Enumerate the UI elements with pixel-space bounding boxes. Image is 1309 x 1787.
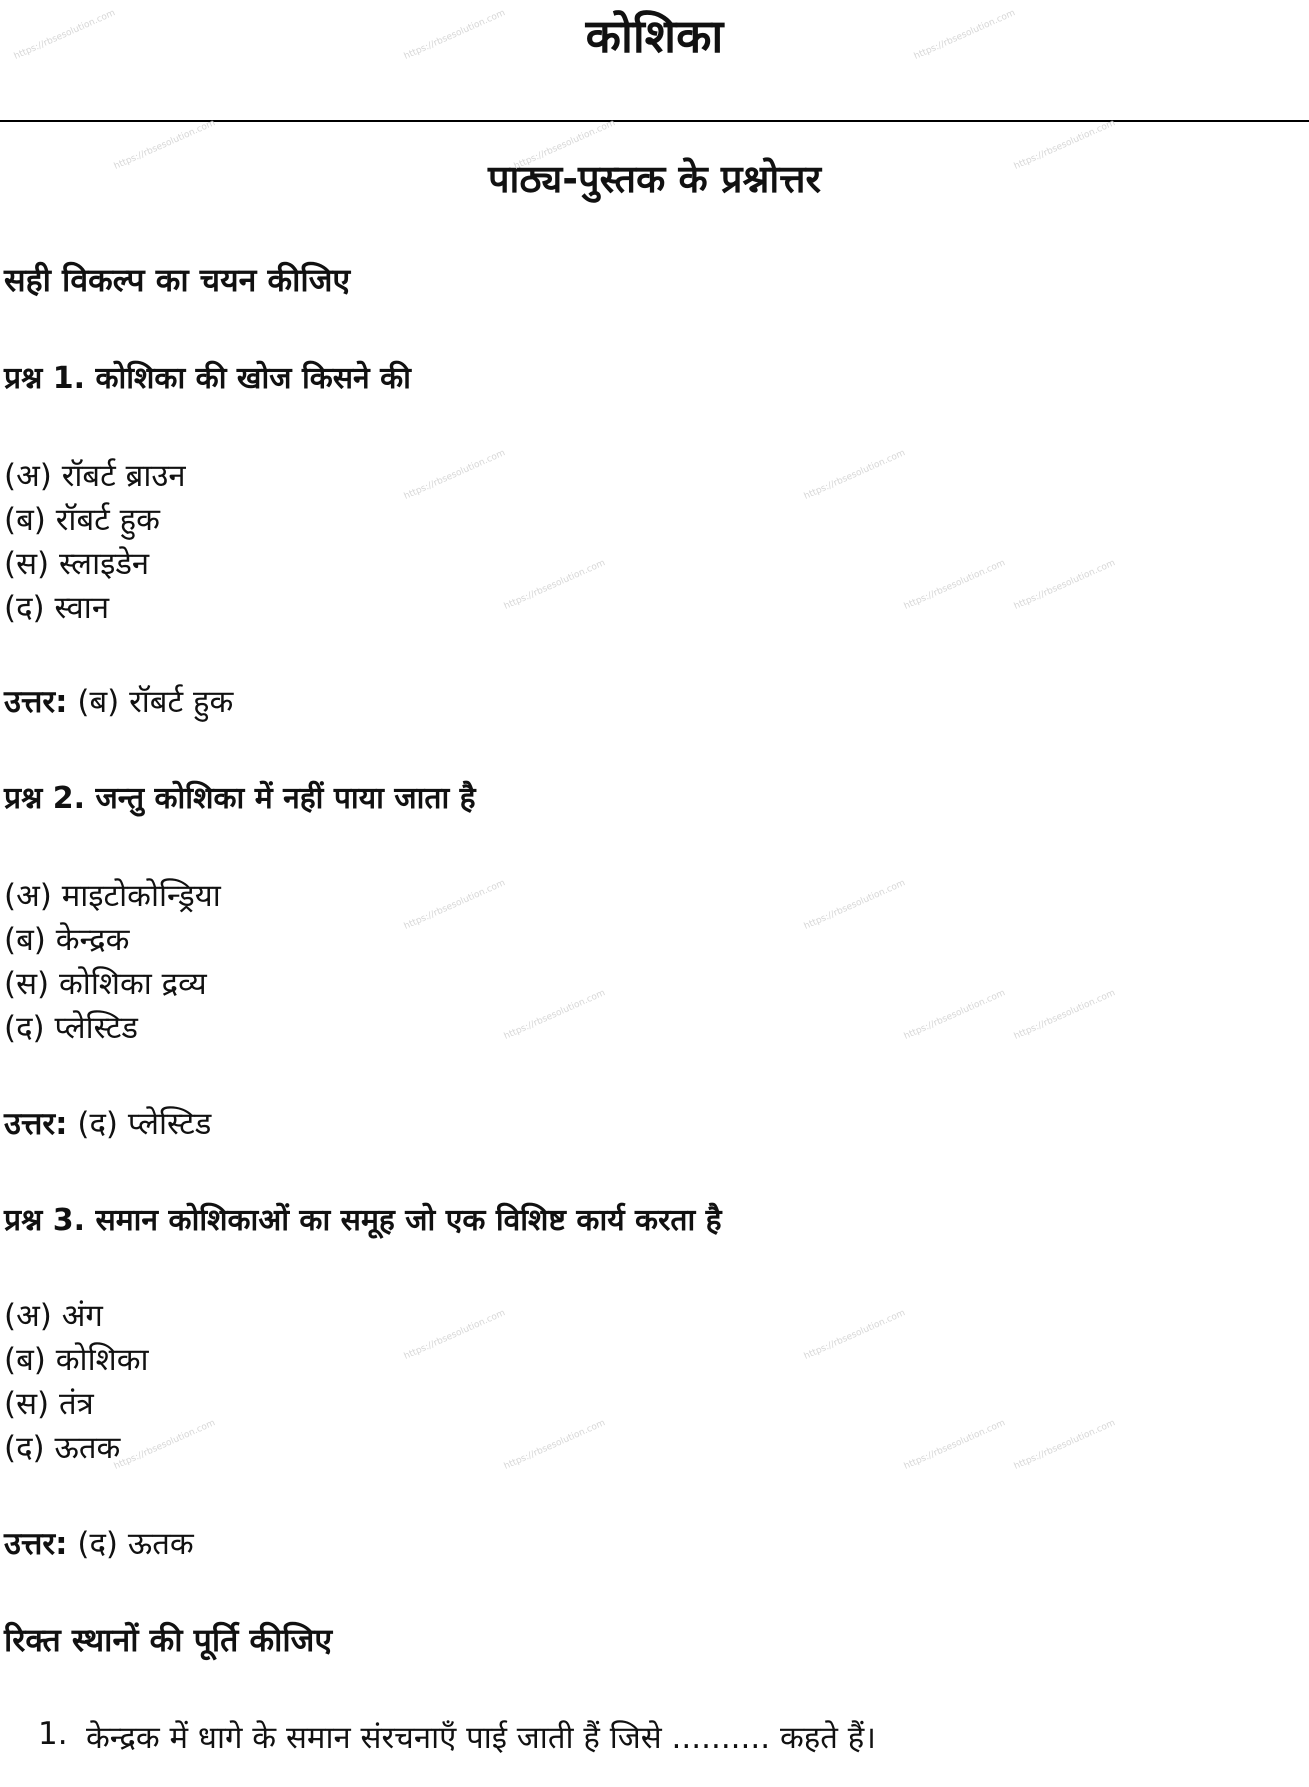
watermark: https://rbsesolution.com [402, 8, 507, 62]
watermark: https://rbsesolution.com [1012, 988, 1117, 1042]
q2-option-a: (अ) माइटोकोन्ड्रिया [4, 878, 221, 914]
question-1: प्रश्न 1. कोशिका की खोज किसने की [4, 361, 411, 396]
q1-option-d: (द) स्वान [4, 590, 110, 626]
watermark: https://rbsesolution.com [902, 988, 1007, 1042]
watermark: https://rbsesolution.com [12, 8, 117, 62]
q3-answer [4, 1522, 194, 1564]
watermark: https://rbsesolution.com [402, 1308, 507, 1362]
watermark: https://rbsesolution.com [502, 1418, 607, 1472]
q2-option-c: (स) कोशिका द्रव्य [4, 966, 207, 1002]
watermark: https://rbsesolution.com [1012, 118, 1117, 172]
watermark: https://rbsesolution.com [502, 988, 607, 1042]
fill-item-text: केन्द्रक में धागे के समान संरचनाएँ पाई जाती हैं जिसे .......... कहते हैं। [86, 1720, 876, 1756]
watermark: https://rbsesolution.com [512, 118, 617, 172]
q1-option-b: (ब) रॉबर्ट हुक [4, 502, 160, 538]
answer-label: उत्तर: [4, 1526, 68, 1562]
watermark: https://rbsesolution.com [902, 1418, 1007, 1472]
q1-option-a: (अ) रॉबर्ट ब्राउन [4, 458, 186, 494]
watermark: https://rbsesolution.com [802, 448, 907, 502]
q2-option-b: (ब) केन्द्रक [4, 922, 130, 958]
watermark: https://rbsesolution.com [902, 558, 1007, 612]
q1-option-c: (स) स्लाइडेन [4, 546, 150, 582]
watermark: https://rbsesolution.com [502, 558, 607, 612]
watermark: https://rbsesolution.com [402, 878, 507, 932]
watermark: https://rbsesolution.com [912, 8, 1017, 62]
q3-option-b: (ब) कोशिका [4, 1342, 149, 1378]
answer-label: उत्तर: [4, 1106, 68, 1142]
watermark: https://rbsesolution.com [802, 878, 907, 932]
watermark: https://rbsesolution.com [1012, 1418, 1117, 1472]
answer-text: (द) ऊतक [77, 1526, 194, 1562]
question-2: प्रश्न 2. जन्तु कोशिका में नहीं पाया जाता है [4, 781, 476, 816]
watermark: https://rbsesolution.com [1012, 558, 1117, 612]
section-heading-fill-blanks: रिक्त स्थानों की पूर्ति कीजिए [4, 1621, 333, 1659]
watermark: https://rbsesolution.com [112, 118, 217, 172]
question-3: प्रश्न 3. समान कोशिकाओं का समूह जो एक विशिष्ट कार्य करता है [4, 1203, 722, 1238]
q3-option-c: (स) तंत्र [4, 1386, 94, 1422]
page-subtitle: पाठ्य-पुस्तक के प्रश्नोत्तर [487, 157, 822, 201]
answer-text: (ब) रॉबर्ट हुक [77, 684, 234, 720]
watermark: https://rbsesolution.com [402, 448, 507, 502]
answer-label: उत्तर: [4, 684, 68, 720]
q3-option-a: (अ) अंग [4, 1298, 103, 1334]
fill-item-number: 1. [38, 1716, 68, 1752]
answer-text: (द) प्लेस्टिड [77, 1106, 212, 1142]
q3-option-d: (द) ऊतक [4, 1430, 121, 1466]
watermark: https://rbsesolution.com [802, 1308, 907, 1362]
section-heading-mcq: सही विकल्प का चयन कीजिए [4, 261, 351, 299]
q2-option-d: (द) प्लेस्टिड [4, 1010, 138, 1046]
page-title: कोशिका [585, 9, 724, 63]
q1-answer [4, 680, 233, 722]
watermark: https://rbsesolution.com [112, 1418, 217, 1472]
q2-answer [4, 1102, 211, 1144]
